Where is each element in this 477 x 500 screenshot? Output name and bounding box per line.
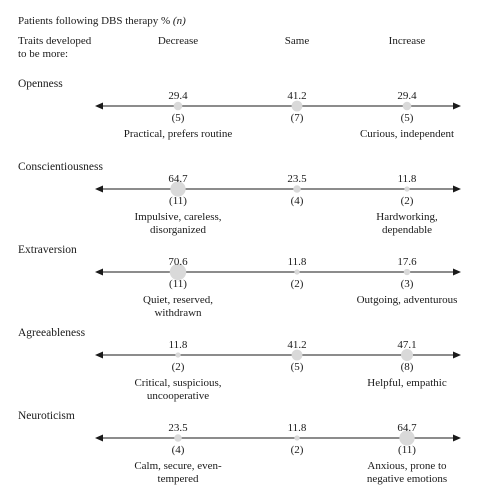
category-label-increase: Increase	[388, 35, 426, 47]
count-label-agreeableness-0: (2)	[171, 361, 185, 373]
low-desc-agreeableness-1: uncooperative	[146, 390, 210, 402]
pct-label-conscientiousness-1: 23.5	[287, 173, 307, 185]
trait-label-neuroticism: Neuroticism	[18, 410, 75, 422]
count-label-agreeableness-1: (5)	[290, 361, 304, 373]
pct-label-neuroticism-0: 23.5	[168, 422, 188, 434]
low-desc-openness-0: Practical, prefers routine	[123, 128, 233, 140]
trait-label-conscientiousness: Conscientiousness	[18, 161, 103, 173]
count-label-conscientiousness-0: (11)	[169, 195, 187, 207]
axis-arrow-left-agreeableness	[95, 352, 103, 359]
high-desc-neuroticism-1: negative emotions	[366, 473, 448, 485]
axis-arrow-left-neuroticism	[95, 435, 103, 442]
pct-label-neuroticism-2: 64.7	[397, 422, 417, 434]
marker-openness-1	[292, 101, 303, 112]
axis-arrow-left-conscientiousness	[95, 186, 103, 193]
count-label-openness-0: (5)	[171, 112, 185, 124]
low-desc-conscientiousness-1: disorganized	[149, 224, 207, 236]
marker-extraversion-2	[404, 269, 410, 275]
low-desc-neuroticism-1: tempered	[157, 473, 199, 485]
pct-label-agreeableness-1: 41.2	[287, 339, 307, 351]
axis-arrow-right-extraversion	[453, 269, 461, 276]
count-label-openness-2: (5)	[400, 112, 414, 124]
count-label-extraversion-1: (2)	[290, 278, 304, 290]
low-desc-agreeableness-0: Critical, suspicious,	[134, 377, 222, 389]
marker-conscientiousness-1	[293, 185, 300, 192]
count-label-neuroticism-0: (4)	[171, 444, 185, 456]
count-label-neuroticism-1: (2)	[290, 444, 304, 456]
marker-neuroticism-0	[174, 434, 181, 441]
count-label-openness-1: (7)	[290, 112, 304, 124]
category-label-decrease: Decrease	[157, 35, 199, 47]
pct-label-extraversion-1: 11.8	[287, 256, 307, 268]
pct-label-agreeableness-2: 47.1	[397, 339, 417, 351]
trait-rows	[18, 78, 461, 485]
pct-label-agreeableness-0: 11.8	[168, 339, 188, 351]
low-desc-conscientiousness-0: Impulsive, careless,	[134, 211, 222, 223]
axis-arrow-right-conscientiousness	[453, 186, 461, 193]
pct-label-neuroticism-1: 11.8	[287, 422, 307, 434]
marker-openness-2	[403, 102, 412, 111]
chart-title: Patients following DBS therapy % (n)	[18, 15, 186, 27]
trait-label-extraversion: Extraversion	[18, 244, 77, 256]
low-desc-neuroticism-0: Calm, secure, even-	[134, 460, 222, 472]
marker-openness-0	[174, 102, 183, 111]
axis-arrow-right-agreeableness	[453, 352, 461, 359]
trait-label-agreeableness: Agreeableness	[18, 327, 86, 339]
marker-neuroticism-1	[294, 435, 299, 440]
count-label-conscientiousness-1: (4)	[290, 195, 304, 207]
pct-label-openness-2: 29.4	[397, 90, 417, 102]
pct-label-conscientiousness-0: 64.7	[168, 173, 188, 185]
axis-arrow-right-openness	[453, 103, 461, 110]
pct-label-conscientiousness-2: 11.8	[397, 173, 417, 185]
marker-agreeableness-0	[175, 352, 180, 357]
pct-label-extraversion-0: 70.6	[168, 256, 188, 268]
category-label-same: Same	[284, 35, 310, 47]
count-label-conscientiousness-2: (2)	[400, 195, 414, 207]
low-desc-extraversion-0: Quiet, reserved,	[143, 294, 213, 306]
high-desc-openness-0: Curious, independent	[359, 128, 455, 140]
high-desc-extraversion-0: Outgoing, adventurous	[356, 294, 458, 306]
marker-agreeableness-1	[292, 350, 303, 361]
axis-arrow-left-extraversion	[95, 269, 103, 276]
trait-label-openness: Openness	[18, 78, 63, 90]
marker-extraversion-1	[294, 269, 299, 274]
pct-label-openness-0: 29.4	[168, 90, 188, 102]
low-desc-extraversion-1: withdrawn	[154, 307, 202, 319]
count-label-extraversion-0: (11)	[169, 278, 187, 290]
row-header-line-2: to be more:	[18, 48, 69, 60]
pct-label-extraversion-2: 17.6	[397, 256, 417, 268]
axis-arrow-left-openness	[95, 103, 103, 110]
axis-arrow-right-neuroticism	[453, 435, 461, 442]
high-desc-neuroticism-0: Anxious, prone to	[367, 460, 447, 472]
high-desc-conscientiousness-0: Hardworking,	[376, 211, 438, 223]
row-header-line-1: Traits developed	[18, 35, 92, 47]
count-label-neuroticism-2: (11)	[398, 444, 416, 456]
marker-conscientiousness-2	[404, 186, 409, 191]
count-label-agreeableness-2: (8)	[400, 361, 414, 373]
count-label-extraversion-2: (3)	[400, 278, 414, 290]
high-desc-conscientiousness-1: dependable	[381, 224, 433, 236]
high-desc-agreeableness-0: Helpful, empathic	[367, 377, 447, 389]
pct-label-openness-1: 41.2	[287, 90, 307, 102]
